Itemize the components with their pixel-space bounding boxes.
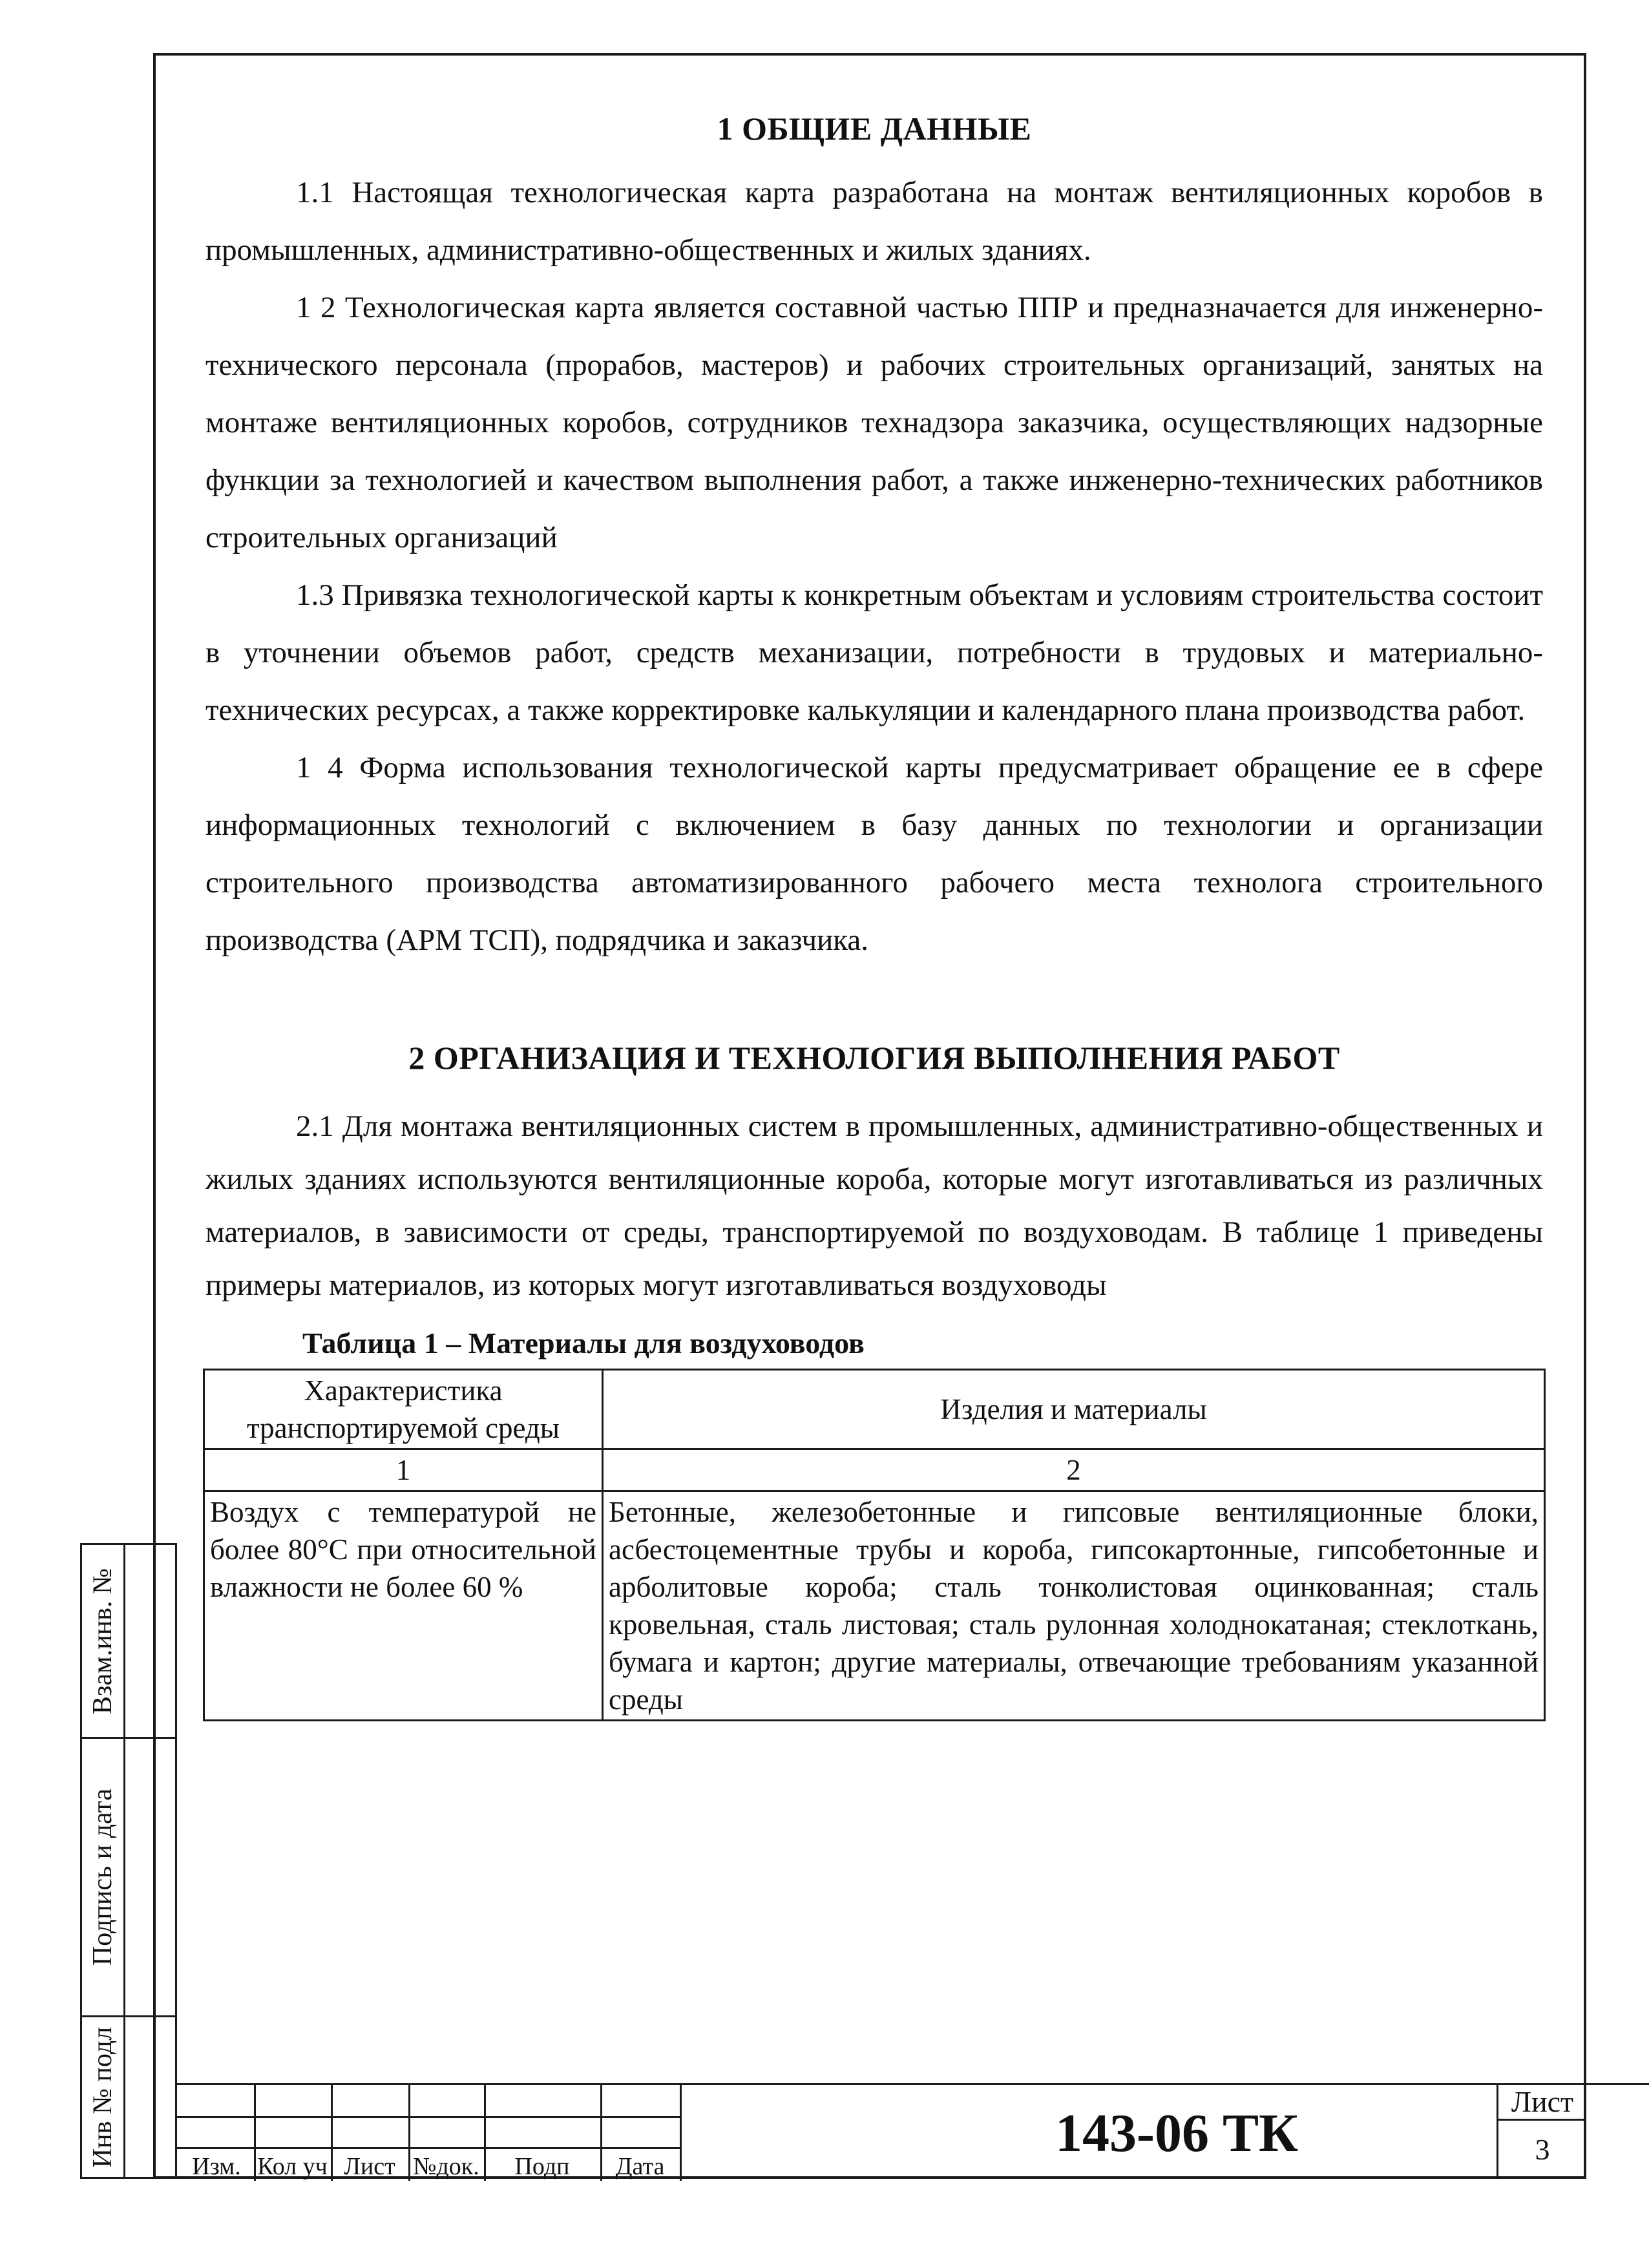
sheet-label: Лист <box>1498 2085 1586 2121</box>
stamp-vzam-label: Взам.инв. № <box>88 1568 118 1714</box>
sheet-box <box>1497 2083 1586 2179</box>
stamp-podpis <box>80 1737 177 2017</box>
section-1-title: 1 ОБЩИЕ ДАННЫЕ <box>717 110 1032 147</box>
number-cell: 1 <box>204 1449 603 1491</box>
table-number-row <box>204 1449 1545 1491</box>
col-data: Дата <box>615 2153 665 2180</box>
col-kol-uch: Кол уч <box>257 2153 328 2180</box>
header-cell: Изделия и материалы <box>603 1370 1545 1449</box>
paragraph-1-4: 1 4 Форма использования технологической карты предусматривает обращение ее в сфере информационных технологий с включением в базу данных по технологии и организации строительного производства автоматизированного рабочего места технолога строительного производства (АРМ ТСП), подрядчика и заказчика. <box>205 751 1543 957</box>
col-ndok: №док. <box>413 2153 479 2180</box>
table-header-row <box>204 1370 1545 1449</box>
col-podp: Подп <box>514 2153 570 2180</box>
number-cell: 2 <box>603 1449 1545 1491</box>
table-row <box>204 1491 1545 1721</box>
materials-table <box>203 1369 1546 1721</box>
document-code: 143-06 ТК <box>680 2083 1649 2181</box>
environment-cell: Воздух с температурой не более 80°С при относительной влажности не более 60 % <box>204 1491 603 1721</box>
document-body <box>205 110 1543 1721</box>
paragraph-1-3: 1.3 Привязка технологической карты к конкретным объектам и условиям строительства состоит в уточнении объемов работ, средств механизации, потребности в трудовых и материально-технических ресурсах, а также корректировке калькуляции и календарного плана производства работ. <box>205 578 1543 727</box>
paragraph-2-1: 2.1 Для монтажа вентиляционных систем в промышленных, административно-общественных и жилых зданиях используются вентиляционные короба, которые могут изготавливаться из различных материалов, в зависимости от среды, транспортируемой по воздуховодам. В таблице 1 приведены примеры материалов, из которых могут изготавливаться воздуховоды <box>205 1109 1543 1302</box>
materials-cell: Бетонные, железобетонные и гипсовые вентиляционные блоки, асбестоцементные трубы и короба, гипсокартонные, гипсобетонные и арболитовые короба; сталь тонколистовая оцинкованная; сталь кровельная, сталь листовая; сталь рулонная холоднокатаная; стеклоткань, бумага и картон; другие материалы, отвечающие требованиям указанной среды <box>603 1491 1545 1721</box>
stamp-inv-label: Инв № подл <box>88 2026 118 2168</box>
title-block <box>176 2083 1586 2179</box>
paragraph-1-1: 1.1 Настоящая технологическая карта разработана на монтаж вентиляционных коробов в промышленных, административно-общественных и жилых зданиях. <box>205 176 1543 267</box>
col-list: Лист <box>344 2153 395 2180</box>
section-2-title: 2 ОРГАНИЗАЦИЯ И ТЕХНОЛОГИЯ ВЫПОЛНЕНИЯ РАБОТ <box>408 1040 1340 1076</box>
stamp-vzam <box>80 1543 177 1739</box>
col-izm: Изм. <box>192 2153 241 2180</box>
stamp-inv <box>80 2015 177 2179</box>
revision-grid <box>176 2083 680 2181</box>
stamp-podpis-label: Подпись и дата <box>88 1788 118 1966</box>
header-cell: Характеристика транспортируемой среды <box>204 1370 603 1449</box>
paragraph-1-2: 1 2 Технологическая карта является составной частью ППР и предназначается для инженерно-технического персонала (прорабов, мастеров) и рабочих строительных организаций, занятых на монтаже вентиляционных коробов, сотрудников технадзора заказчика, осуществляющих надзорные функции за технологией и качеством выполнения работ, а также инженерно-технических работников строительных организаций <box>205 291 1543 554</box>
sheet-number: 3 <box>1535 2133 1550 2166</box>
table-caption: Таблица 1 – Материалы для воздуховодов <box>302 1327 865 1360</box>
